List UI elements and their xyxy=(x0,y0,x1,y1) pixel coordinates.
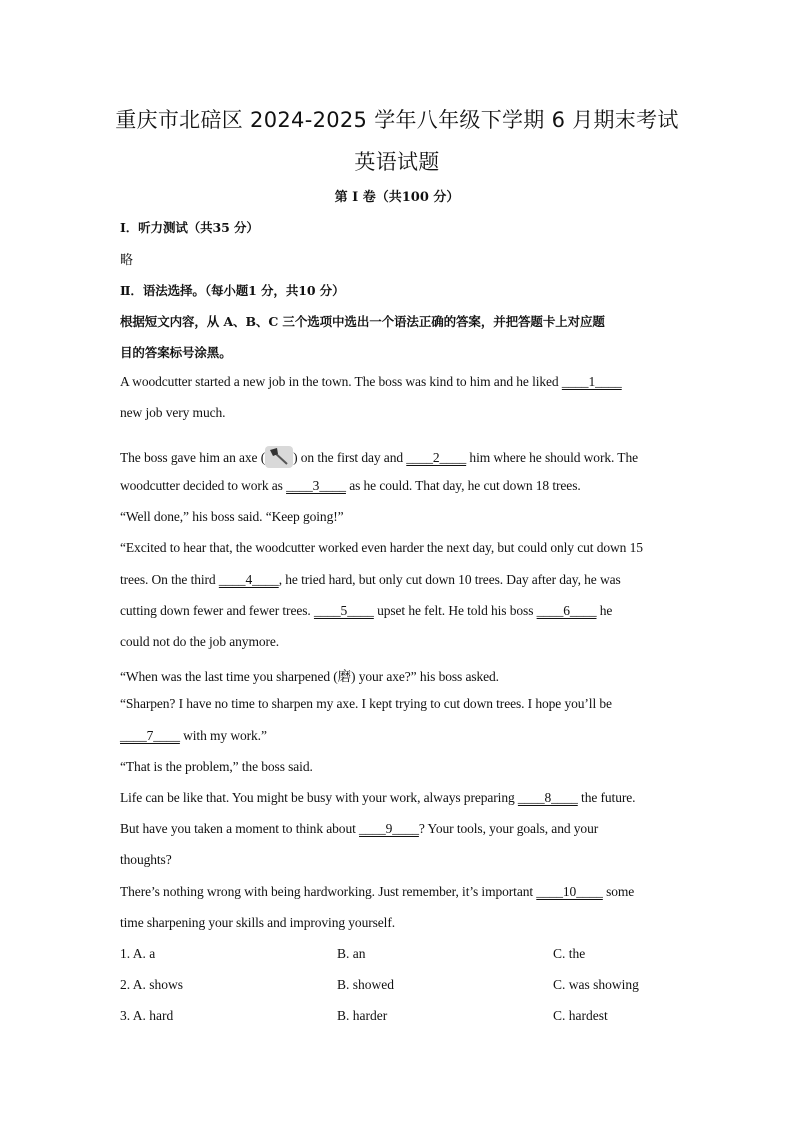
blank-10: ____10____ xyxy=(536,884,603,899)
option-c: C. was showing xyxy=(553,977,639,992)
passage-text: trees. On the third xyxy=(120,572,219,587)
passage-text: ? Your tools, your goals, and your xyxy=(418,821,599,836)
passage-text: him where he should work. The xyxy=(466,450,638,465)
blank-4: ____4____ xyxy=(218,572,279,587)
blank-9: ____9____ xyxy=(359,821,419,836)
passage-line xyxy=(120,446,638,468)
passage-text: he xyxy=(596,603,613,618)
blank-1: ____1____ xyxy=(561,374,622,389)
option-a: 2. A. shows xyxy=(120,977,184,992)
passage-text: upset he felt. He told his boss xyxy=(373,603,537,618)
option-a: 1. A. a xyxy=(120,946,156,961)
option-a: 3. A. hard xyxy=(120,1008,174,1023)
passage-text: A woodcutter started a new job in the town. The boss was kind to him and he liked xyxy=(120,374,562,389)
option-b: B. showed xyxy=(337,977,394,992)
passage-line: time sharpening your skills and improving yourself. xyxy=(120,915,395,930)
passage-line: “When was the last time you sharpened (磨) your axe?” his boss asked. xyxy=(120,669,499,684)
passage-line xyxy=(120,478,581,494)
passage-line: “Excited to hear that, the woodcutter worked even harder the next day, but could only cut down 15 xyxy=(120,540,643,555)
passage-text: , he tried hard, but only cut down 10 trees. Day after day, he was xyxy=(278,572,621,587)
passage-text: But have you taken a moment to think about xyxy=(120,821,360,836)
passage-text: the future. xyxy=(577,790,636,805)
option-b: B. harder xyxy=(337,1008,388,1023)
exam-subject: 英语试题 xyxy=(354,150,440,174)
passage-line: could not do the job anymore. xyxy=(120,634,280,649)
section2-instruction: 根据短文内容，从 A、B、C 三个选项中选出一个语法正确的答案，并把答题卡上对应题 xyxy=(120,314,605,329)
section1-note: 略 xyxy=(120,253,133,268)
passage-line xyxy=(120,603,612,619)
passage-text: some xyxy=(602,884,635,899)
passage-text: woodcutter decided to work as xyxy=(120,478,287,493)
passage-line: new job very much. xyxy=(120,405,226,420)
passage-line: “Well done,” his boss said. “Keep going!” xyxy=(120,509,344,524)
section2-heading: Ⅱ．语法选择。（每小题1 分，共10 分） xyxy=(120,283,345,298)
passage-line xyxy=(120,728,267,744)
passage-line xyxy=(120,572,621,588)
section2-instruction-cont: 目的答案标号涂黑。 xyxy=(120,345,232,360)
passage-line xyxy=(120,821,598,837)
blank-6: ____6____ xyxy=(536,603,597,618)
option-b: B. an xyxy=(337,946,366,961)
passage-line xyxy=(120,374,622,390)
passage-text: with my work.” xyxy=(179,728,267,743)
passage-text: as he could. That day, he cut down 18 trees. xyxy=(345,478,581,493)
blank-7: ____7____ xyxy=(120,728,180,743)
passage-line xyxy=(120,884,634,900)
passage-line: “That is the problem,” the boss said. xyxy=(120,759,313,774)
passage-line: thoughts? xyxy=(120,852,172,867)
blank-3: ____3____ xyxy=(286,478,346,493)
exam-title: 重庆市北碚区 2024-2025 学年八年级下学期 6 月期末考试 xyxy=(115,108,679,132)
section1-heading: Ⅰ．听力测试（共35 分） xyxy=(120,220,259,235)
passage-text: ) on the first day and xyxy=(293,450,407,465)
passage-text: There’s nothing wrong with being hardworking. Just remember, it’s important xyxy=(120,884,537,899)
passage-line: “Sharpen? I have no time to sharpen my axe. I kept trying to cut down trees. I hope you’ll be xyxy=(120,696,612,711)
passage-line xyxy=(120,790,635,806)
axe-icon xyxy=(265,446,293,468)
option-c: C. the xyxy=(553,946,586,961)
passage-text: cutting down fewer and fewer trees. xyxy=(120,603,314,618)
blank-8: ____8____ xyxy=(517,790,578,805)
passage-text: The boss gave him an axe ( xyxy=(120,450,266,465)
passage-text: Life can be like that. You might be busy with your work, always preparing xyxy=(120,790,518,805)
blank-5: ____5____ xyxy=(313,603,374,618)
volume-label: 第 I 卷（共100 分） xyxy=(334,190,460,205)
option-c: C. hardest xyxy=(553,1008,608,1023)
blank-2: ____2____ xyxy=(406,450,467,465)
